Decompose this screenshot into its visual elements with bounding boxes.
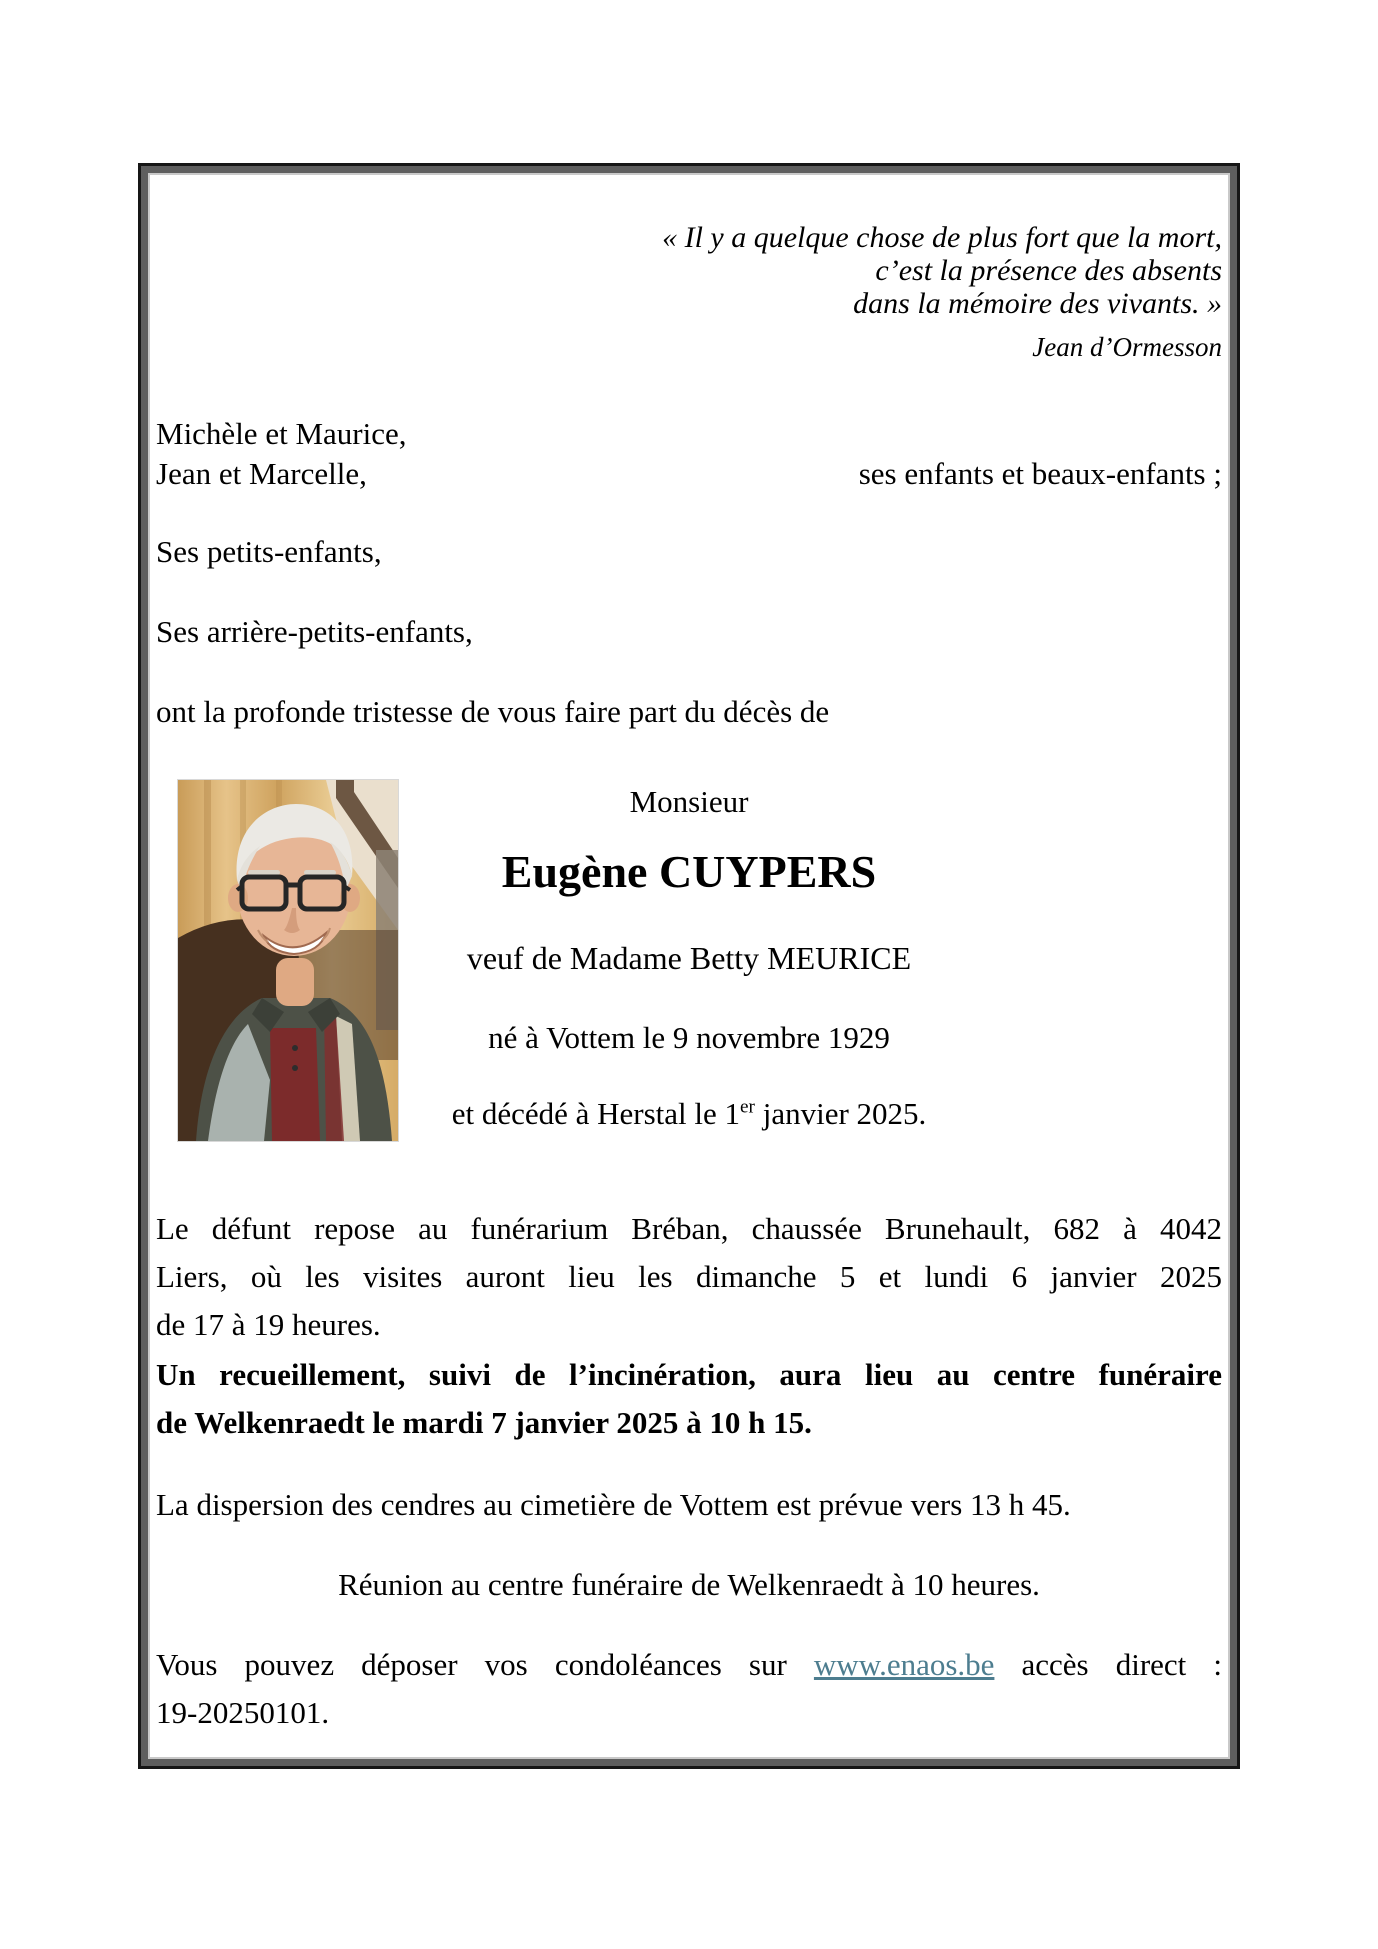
ashes-dispersion-line: La dispersion des cendres au cimetière de Vottem est prévue vers 13 h 45. xyxy=(156,1487,1071,1522)
deceased-identity-section xyxy=(156,732,1222,1205)
ceremony-paragraph xyxy=(156,1351,1222,1447)
repose-line: Le défunt repose au funérarium Bréban, chaussée Brunehault, 682 à 4042 xyxy=(156,1211,1222,1246)
repose-line: de 17 à 19 heures. xyxy=(156,1307,381,1342)
quote-line: dans la mémoire des vivants. » xyxy=(853,287,1222,320)
family-children-relation: ses enfants et beaux-enfants ; xyxy=(858,456,1222,491)
memorial-quote xyxy=(156,221,1222,320)
deceased-death-line xyxy=(156,1094,1222,1134)
deceased-honorific: Monsieur xyxy=(629,784,749,819)
quote-line: « Il y a quelque chose de plus fort que la mort, xyxy=(662,221,1222,254)
deceased-name: Eugène CUYPERS xyxy=(501,846,877,897)
family-children-line1: Michèle et Maurice, xyxy=(156,416,407,451)
reunion-line: Réunion au centre funéraire de Welkenraedt à 10 heures. xyxy=(338,1567,1040,1602)
deceased-widower-line: veuf de Madame Betty MEURICE xyxy=(466,940,912,976)
condolences-paragraph xyxy=(156,1641,1222,1737)
memorial-card-frame xyxy=(138,163,1240,1769)
death-date-ordinal: er xyxy=(740,1096,755,1118)
frame-mid-band xyxy=(141,166,1237,1766)
ceremony-line: Un recueillement, suivi de l’incinération, aura lieu au centre funéraire xyxy=(156,1357,1222,1392)
condolences-line xyxy=(156,1641,1222,1689)
family-children-row xyxy=(156,454,1222,494)
enaos-website-link[interactable]: www.enaos.be xyxy=(813,1647,995,1682)
condolences-text-after: accès direct : xyxy=(994,1647,1223,1682)
deceased-birth-line: né à Vottem le 9 novembre 1929 xyxy=(488,1020,890,1055)
family-children-line2: Jean et Marcelle, xyxy=(156,456,367,491)
family-children-block xyxy=(156,414,1222,494)
quote-line: c’est la présence des absents xyxy=(875,254,1222,287)
quote-attribution: Jean d’Ormesson xyxy=(1032,332,1222,362)
death-date-prefix: et décédé à Herstal le 1 xyxy=(451,1096,741,1131)
ceremony-line: de Welkenraedt le mardi 7 janvier 2025 à 10 h 15. xyxy=(156,1405,812,1440)
condolences-text-before: Vous pouvez déposer vos condoléances sur xyxy=(156,1647,814,1682)
memorial-card-content xyxy=(148,173,1230,1759)
repose-paragraph xyxy=(156,1205,1222,1349)
death-date-suffix: janvier 2025. xyxy=(754,1096,927,1131)
repose-line: Liers, où les visites auront lieu les dimanche 5 et lundi 6 janvier 2025 xyxy=(156,1259,1222,1294)
family-grandchildren: Ses petits-enfants, xyxy=(156,534,382,569)
death-announcement-line: ont la profonde tristesse de vous faire part du décès de xyxy=(156,694,830,729)
family-great-grandchildren: Ses arrière-petits-enfants, xyxy=(156,614,473,649)
condolences-access-code: 19-20250101. xyxy=(156,1695,330,1730)
